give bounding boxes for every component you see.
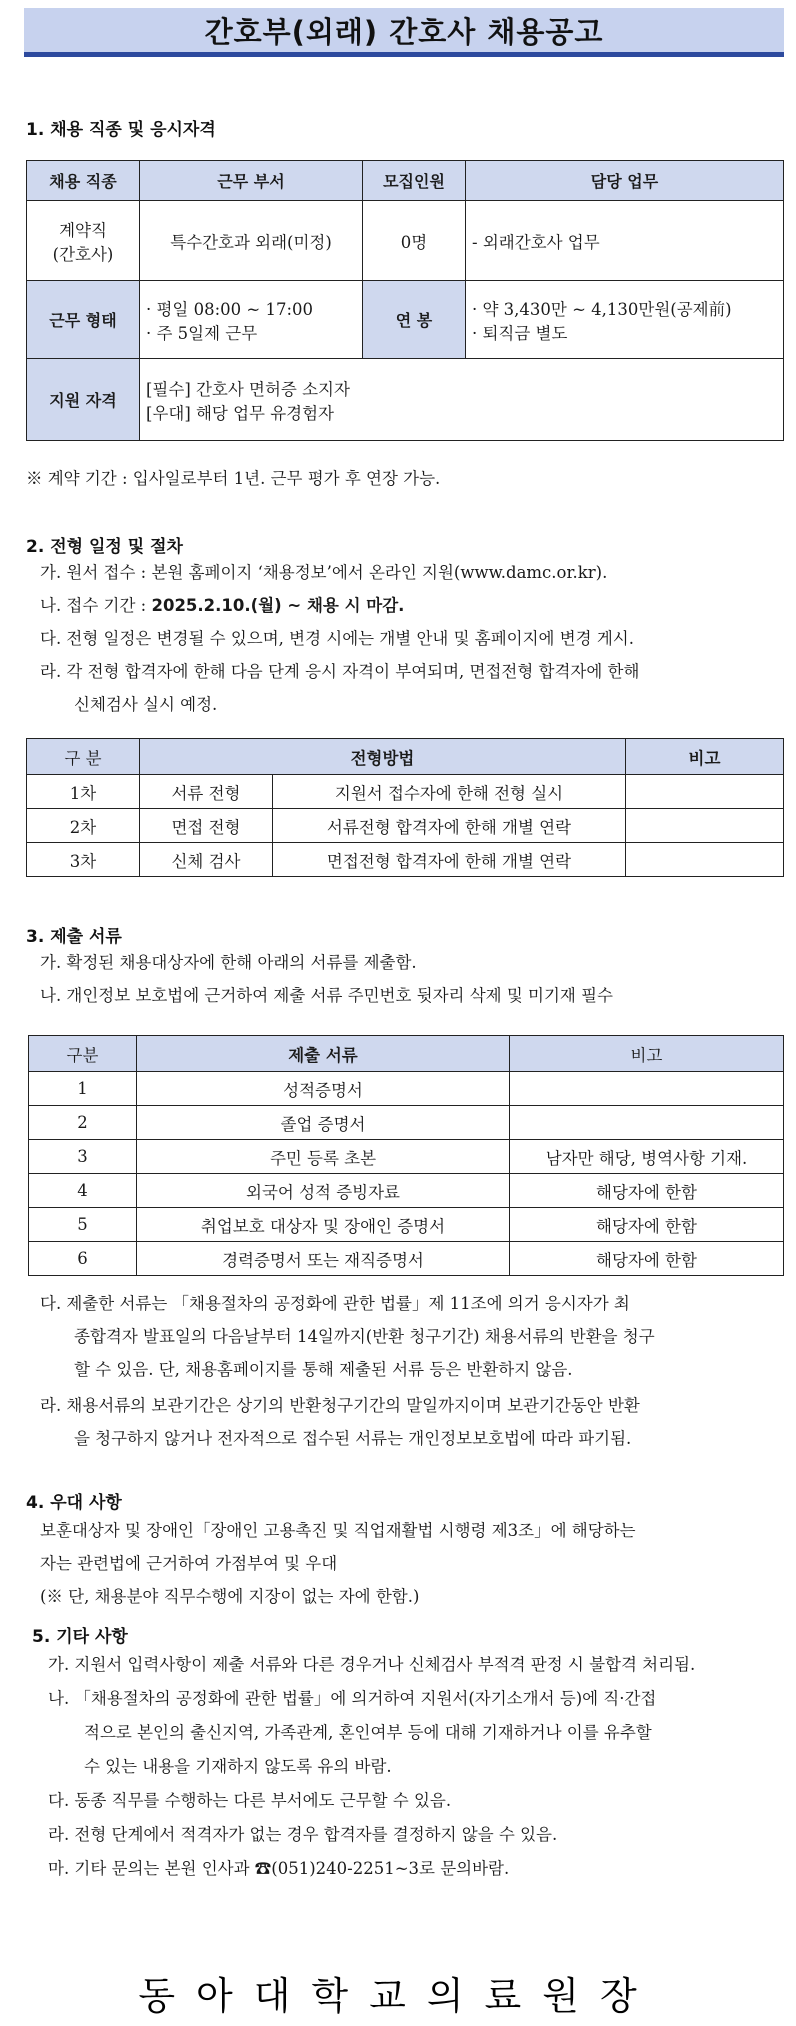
s5-item-ga: 가. 지원서 입력사항이 제출 서류와 다른 경우거나 신체검사 부적격 판정 시 불합격 처리됨.	[48, 1655, 696, 1674]
header-note: 비고	[626, 739, 784, 775]
s4-line-1: 보훈대상자 및 장애인「장애인 고용촉진 및 직업재활법 시행령 제3조」에 해당하는	[40, 1521, 636, 1540]
s3-item-da-1: 다. 제출한 서류는 「채용절차의 공정화에 관한 법률」제 11조에 의거 응시자가 최	[40, 1294, 630, 1313]
qualification-line1: [필수] 간호사 면허증 소지자	[146, 379, 350, 399]
s3-item-da-3: 할 수 있음. 단, 채용홈페이지를 통해 제출된 서류 등은 반환하지 않음.	[74, 1360, 573, 1379]
header-doc: 제출 서류	[137, 1036, 510, 1072]
note-cell	[626, 843, 784, 877]
section-1-heading: 1. 채용 직종 및 응시자격	[26, 120, 216, 140]
count-cell: 0명	[363, 201, 466, 281]
header-note: 비고	[510, 1036, 784, 1072]
header-div: 구 분	[27, 739, 140, 775]
contract-note: ※ 계약 기간 : 입사일로부터 1년. 근무 평가 후 연장 가능.	[26, 469, 441, 488]
header-worktype: 근무 형태	[27, 281, 140, 359]
s4-line-3: (※ 단, 채용분야 직무수행에 지장이 없는 자에 한함.)	[40, 1587, 420, 1606]
s3-item-ra-1: 라. 채용서류의 보관기간은 상기의 반환청구기간의 말일까지이며 보관기간동안 반환	[40, 1396, 640, 1415]
job-line2: (간호사)	[52, 244, 114, 264]
s5-item-na-3: 수 있는 내용을 기재하지 않도록 유의 바람.	[84, 1757, 392, 1776]
desc-cell: 지원서 접수자에 한해 전형 실시	[273, 775, 626, 809]
recruitment-table	[26, 160, 784, 441]
s2-item-da: 다. 전형 일정은 변경될 수 있으며, 변경 시에는 개별 안내 및 홈페이지에 변경 게시.	[40, 629, 634, 648]
qualification-cell	[140, 359, 784, 441]
doc-cell: 성적증명서	[137, 1072, 510, 1106]
header-count: 모집인원	[363, 161, 466, 201]
s2-na-prefix: 나. 접수 기간 :	[40, 596, 152, 615]
section-3-heading: 3. 제출 서류	[26, 927, 122, 947]
header-method: 전형방법	[140, 739, 626, 775]
header-div: 구분	[29, 1036, 137, 1072]
section-2-heading: 2. 전형 일정 및 절차	[26, 537, 183, 557]
s3-item-na: 나. 개인정보 보호법에 근거하여 제출 서류 주민번호 뒷자리 삭제 및 미기재 필수	[40, 986, 613, 1005]
table-row	[27, 775, 784, 809]
doc-cell: 취업보호 대상자 및 장애인 증명서	[137, 1208, 510, 1242]
s3-item-ga: 가. 확정된 채용대상자에 한해 아래의 서류를 제출함.	[40, 953, 417, 972]
type-cell: 서류 전형	[140, 775, 273, 809]
note-cell: 해당자에 한함	[510, 1208, 784, 1242]
table-row	[29, 1208, 784, 1242]
step-cell: 3차	[27, 843, 140, 877]
s5-item-na-2: 적으로 본인의 출신지역, 가족관계, 혼인여부 등에 대해 기재하거나 이를 유추할	[84, 1723, 652, 1742]
s2-item-ga: 가. 원서 접수 : 본원 홈페이지 ‘채용정보’에서 온라인 지원(www.damc.or.kr).	[40, 563, 608, 582]
s5-item-ra: 라. 전형 단계에서 적격자가 없는 경우 합격자를 결정하지 않을 수 있음.	[48, 1825, 558, 1844]
s3-item-da-2: 종합격자 발표일의 다음날부터 14일까지(반환 청구기간) 채용서류의 반환을 청구	[74, 1327, 655, 1346]
table-row	[29, 1140, 784, 1174]
s2-item-ra-2: 신체검사 실시 예정.	[74, 695, 218, 714]
worktype-cell	[140, 281, 363, 359]
table-row	[29, 1072, 784, 1106]
header-qualification: 지원 자격	[27, 359, 140, 441]
s5-item-ma: 마. 기타 문의는 본원 인사과 ☎(051)240-2251~3로 문의바람.	[48, 1859, 510, 1878]
no-cell: 1	[29, 1072, 137, 1106]
table-row	[29, 1242, 784, 1276]
desc-cell: 면접전형 합격자에 한해 개별 연락	[273, 843, 626, 877]
table-row	[29, 1106, 784, 1140]
salary-line2: · 퇴직금 별도	[472, 323, 568, 343]
step-cell: 1차	[27, 775, 140, 809]
header-job: 채용 직종	[27, 161, 140, 201]
no-cell: 6	[29, 1242, 137, 1276]
issuer-signature: 동아대학교의료원장	[138, 1974, 658, 2018]
qualification-line2: [우대] 해당 업무 유경험자	[146, 403, 334, 423]
s2-item-ra-1: 라. 각 전형 합격자에 한해 다음 단계 응시 자격이 부여되며, 면접전형 합격자에 한해	[40, 662, 640, 681]
no-cell: 5	[29, 1208, 137, 1242]
job-line1: 계약직	[59, 220, 107, 240]
type-cell: 면접 전형	[140, 809, 273, 843]
note-cell: 해당자에 한함	[510, 1242, 784, 1276]
no-cell: 3	[29, 1140, 137, 1174]
note-cell	[626, 775, 784, 809]
header-dept: 근무 부서	[140, 161, 363, 201]
duty-cell: - 외래간호사 업무	[466, 201, 784, 281]
s2-na-period: 2025.2.10.(월) ~ 채용 시 마감.	[151, 596, 405, 615]
doc-cell: 주민 등록 초본	[137, 1140, 510, 1174]
note-cell	[626, 809, 784, 843]
doc-cell: 외국어 성적 증빙자료	[137, 1174, 510, 1208]
table-row	[27, 843, 784, 877]
header-duty: 담당 업무	[466, 161, 784, 201]
section-4-heading: 4. 우대 사항	[26, 1493, 122, 1513]
s5-item-na-1: 나. 「채용절차의 공정화에 관한 법률」에 의거하여 지원서(자기소개서 등)에 직·간접	[48, 1689, 657, 1708]
doc-cell: 졸업 증명서	[137, 1106, 510, 1140]
page-title: 간호부(외래) 간호사 채용공고	[24, 8, 784, 57]
dept-cell: 특수간호과 외래(미정)	[140, 201, 363, 281]
note-cell: 해당자에 한함	[510, 1174, 784, 1208]
no-cell: 4	[29, 1174, 137, 1208]
worktype-line1: · 평일 08:00 ~ 17:00	[146, 299, 314, 319]
note-cell	[510, 1072, 784, 1106]
selection-table	[26, 738, 784, 877]
table-row	[27, 809, 784, 843]
salary-line1: · 약 3,430만 ~ 4,130만원(공제前)	[472, 299, 732, 319]
s2-item-na	[40, 595, 796, 617]
table-row	[29, 1174, 784, 1208]
no-cell: 2	[29, 1106, 137, 1140]
doc-cell: 경력증명서 또는 재직증명서	[137, 1242, 510, 1276]
s5-item-da: 다. 동종 직무를 수행하는 다른 부서에도 근무할 수 있음.	[48, 1791, 452, 1810]
salary-cell	[466, 281, 784, 359]
documents-table	[28, 1035, 784, 1276]
section-5-heading: 5. 기타 사항	[32, 1627, 128, 1647]
job-cell	[27, 201, 140, 281]
header-salary: 연 봉	[363, 281, 466, 359]
note-cell	[510, 1106, 784, 1140]
desc-cell: 서류전형 합격자에 한해 개별 연락	[273, 809, 626, 843]
step-cell: 2차	[27, 809, 140, 843]
note-cell: 남자만 해당, 병역사항 기재.	[510, 1140, 784, 1174]
s3-item-ra-2: 을 청구하지 않거나 전자적으로 접수된 서류는 개인정보보호법에 따라 파기됨.	[74, 1429, 632, 1448]
worktype-line2: · 주 5일제 근무	[146, 323, 258, 343]
type-cell: 신체 검사	[140, 843, 273, 877]
s4-line-2: 자는 관련법에 근거하여 가점부여 및 우대	[40, 1554, 338, 1573]
